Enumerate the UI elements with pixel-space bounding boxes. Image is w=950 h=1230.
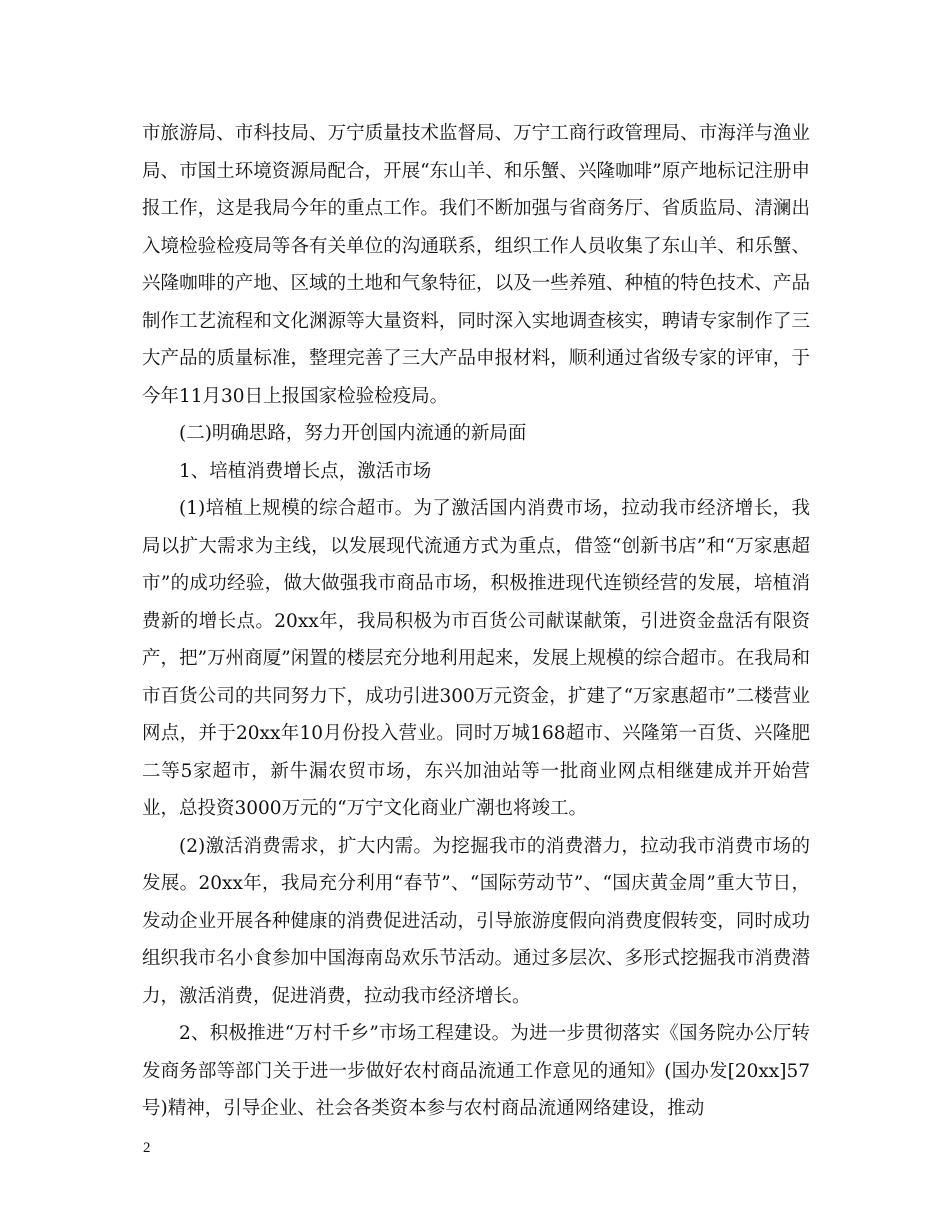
document-body — [142, 115, 810, 1128]
paragraph-supermarket: (1)培植上规模的综合超市。为了激活国内消费市场，拉动我市经济增长，我局以扩大需求为主线，以发展现代流通方式为重点，借签“创新书店”和“万家惠超市”的成功经验，做大做强我市商品市场，积极推进现代连锁经营的发展，培植消费新的增长点。20xx年，我局积极为市百货公司献谋献策，引进资金盘活有限资产，把”万州商厦”闲置的楼层充分地利用起来，发展上规模的综合超市。在我局和市百货公司的共同努力下，成功引进300万元资金，扩建了“万家惠超市”二楼营业网点，并于20xx年10月份投入营业。同时万城168超市、兴隆第一百货、兴隆肥二等5家超市，新牛漏农贸市场，东兴加油站等一批商业网点相继建成并开始营业，总投资3000万元的“万宁文化商业广潮也将竣工。 — [142, 498, 810, 819]
subheading-1: 1、培植消费增长点，激活市场 — [179, 460, 432, 482]
page-number: 2 — [143, 1140, 151, 1156]
paragraph-consumption: (2)激活消费需求，扩大内需。为挖掘我市的消费潜力，拉动我市消费市场的发展。20xx年，我局充分利用“春节”、“国际劳动节”、“国庆黄金周”重大节日，发动企业开展各种健康的消费促进活动，引导旅游度假向消费度假转变，同时成功组织我市名小食参加中国海南岛欢乐节活动。通过多层次、多形式挖掘我市消费潜力，激活消费，促进消费，拉动我市经济增长。 — [142, 835, 810, 1007]
paragraph-1: 市旅游局、市科技局、万宁质量技术监督局、万宁工商行政管理局、市海洋与渔业局、市国土环境资源局配合，开展“东山羊、和乐蟹、兴隆咖啡”原产地标记注册申报工作，这是我局今年的重点工作。我们不断加强与省商务厅、省质监局、清澜出入境检验检疫局等各有关单位的沟通联系，组织工作人员收集了东山羊、和乐蟹、兴隆咖啡的产地、区域的土地和气象特征，以及一些养殖、种植的特色技术、产品制作工艺流程和文化渊源等大量资料，同时深入实地调查核实，聘请专家制作了三大产品的质量标准，整理完善了三大产品申报材料，顺利通过省级专家的评审，于今年11月30日上报国家检验检疫局。 — [142, 123, 810, 407]
paragraph-village-project: 2、积极推进“万村千乡”市场工程建设。为进一步贯彻落实《国务院办公厅转发商务部等部门关于进一步做好农村商品流通工作意见的通知》(国办发[20xx]57号)精神，引导企业、社会各类资本参与农村商品流通网络建设，推动 — [142, 1023, 810, 1119]
section-heading-2: (二)明确思路，努力开创国内流通的新局面 — [179, 423, 527, 444]
